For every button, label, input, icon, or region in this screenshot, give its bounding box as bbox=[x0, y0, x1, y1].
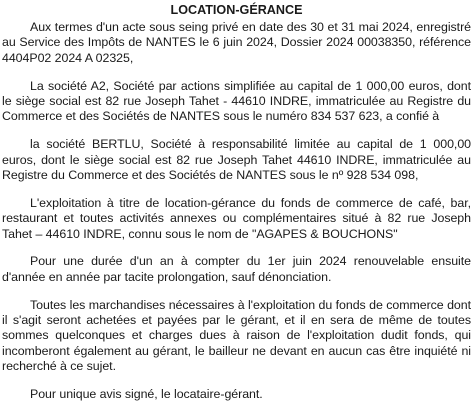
paragraph-deed-reference: Aux termes d'un acte sous seing privé en date des 30 et 31 mai 2024, enregistré au Service des Impôts de NANTES le 6 juin 2024, Dossier 2024 00038350, référence 4404P02 2024 A 02325, bbox=[2, 20, 471, 65]
paragraph-duration: Pour une durée d'un an à compter du 1er juin 2024 renouvelable ensuite d'année en année par tacite prolongation, sauf dénonciation. bbox=[2, 254, 471, 284]
paragraph-lessor: La société A2, Société par actions simplifiée au capital de 1 000,00 euros, dont le siège social est 82 rue Joseph Tahet - 44610 INDRE, immatriculée au Registre du Commerce et des Sociétés de NANTES sous le numéro 834 537 623, a confié à bbox=[2, 78, 471, 124]
paragraph-lessee: la société BERTLU, Société à responsabilité limitée au capital de 1 000,00 euros, dont le siège social est 82 rue Joseph Tahet 44610 INDRE, immatriculée au Registre du Commerce et des Sociétés de NANTES sous le nº 928 534 098, bbox=[2, 137, 471, 183]
notice-title: LOCATION-GÉRANCE bbox=[170, 3, 303, 17]
paragraph-business: L'exploitation à titre de location-gérance du fonds de commerce de café, bar, restaurant et toutes activités annexes ou complémentaires situé à 82 rue Joseph Tahet – 44610 INDRE, connu sous le nom de "AGAPES & BOUCHONS" bbox=[2, 195, 471, 241]
paragraph-signature: Pour unique avis signé, le locataire-gérant. bbox=[30, 387, 263, 402]
paragraph-obligations: Toutes les marchandises nécessaires à l'exploitation du fonds de commerce dont il s'agit seront achetées et payées par le gérant, et il en sera de même de toutes sommes quelconques et charges dues à raison de l'exploitation dudit fonds, qui incomberont également au gérant, le bailleur ne devant en aucun cas être inquiété ni recherché à ce sujet. bbox=[2, 297, 471, 374]
